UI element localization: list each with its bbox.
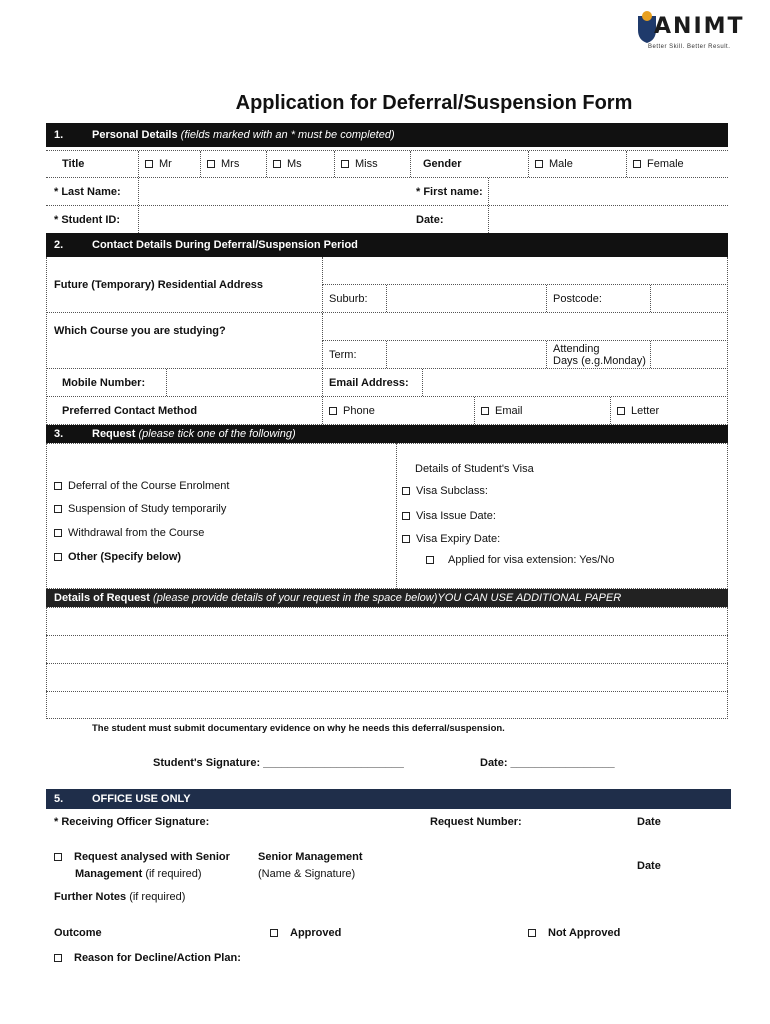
request-option-other[interactable]: Other (Specify below) xyxy=(54,551,181,563)
approved-option[interactable]: Approved xyxy=(270,927,341,939)
outcome-label: Outcome xyxy=(54,927,102,939)
form-title: Application for Deferral/Suspension Form xyxy=(235,92,633,114)
request-frame xyxy=(46,443,728,589)
address-label: Future (Temporary) Residential Address xyxy=(54,279,264,291)
date-label: Date: xyxy=(416,213,444,226)
section-number: 3. xyxy=(54,428,64,440)
student-id-label: * Student ID: xyxy=(54,213,120,226)
title-miss-option[interactable]: Miss xyxy=(334,151,410,177)
senior-management-sub: (Name & Signature) xyxy=(258,868,356,880)
term-label: Term: xyxy=(322,341,386,368)
section-number: 1. xyxy=(54,129,64,141)
request-option-suspension[interactable]: Suspension of Study temporarily xyxy=(54,503,226,515)
contact-phone-option[interactable]: Phone xyxy=(322,397,474,424)
title-label: Title xyxy=(62,158,85,170)
last-name-label: * Last Name: xyxy=(54,185,121,198)
office-date-label: Date xyxy=(637,816,661,828)
mobile-label: Mobile Number: xyxy=(62,376,146,389)
receiving-officer-signature: * Receiving Officer Signature: xyxy=(54,816,210,828)
gender-female-option[interactable]: Female xyxy=(626,151,728,177)
section-note: (please tick one of the following) xyxy=(138,428,296,440)
details-line xyxy=(46,663,728,664)
reason-for-decline-option[interactable]: Reason for Decline/Action Plan: xyxy=(54,952,241,964)
analysed-line-2: Management (if required) xyxy=(75,868,202,880)
section-number: 2. xyxy=(54,239,64,251)
request-divider xyxy=(396,443,397,589)
logo-name: ANIMT xyxy=(654,14,745,39)
title-ms-option[interactable]: Ms xyxy=(266,151,334,177)
contact-email-option[interactable]: Email xyxy=(474,397,610,424)
office-date-label-2: Date xyxy=(637,860,661,872)
attending-days-label: Attending Days (e.g.Monday) xyxy=(546,341,650,368)
first-name-label: * First name: xyxy=(416,185,483,198)
contact-details-table xyxy=(46,257,728,425)
first-name-field[interactable] xyxy=(488,178,728,205)
section-title: OFFICE USE ONLY xyxy=(92,793,191,805)
course-label: Which Course you are studying? xyxy=(54,325,226,337)
student-id-field[interactable] xyxy=(138,206,410,233)
contact-frame xyxy=(46,257,728,425)
request-analysed-option[interactable]: Request analysed with Senior xyxy=(54,851,230,863)
section-2-header xyxy=(46,233,728,257)
gender-male-option[interactable]: Male xyxy=(528,151,626,177)
visa-subclass[interactable]: Visa Subclass: xyxy=(402,485,488,497)
student-id-row xyxy=(46,206,728,234)
suburb-label: Suburb: xyxy=(322,285,386,312)
not-approved-option[interactable]: Not Approved xyxy=(528,927,620,939)
section-title: Request xyxy=(92,428,136,440)
signature-date[interactable]: Date: _________________ xyxy=(480,757,615,769)
postcode-label: Postcode: xyxy=(546,285,650,312)
section-title: Contact Details During Deferral/Suspension Period xyxy=(92,239,358,251)
visa-expiry-date[interactable]: Visa Expiry Date: xyxy=(402,533,500,545)
preferred-contact-label: Preferred Contact Method xyxy=(62,404,198,417)
visa-extension[interactable]: Applied for visa extension: Yes/No xyxy=(426,554,614,566)
visa-issue-date[interactable]: Visa Issue Date: xyxy=(402,510,496,522)
details-line xyxy=(46,635,728,636)
name-row xyxy=(46,178,728,206)
section-number: 5. xyxy=(54,793,64,805)
section-title: Personal Details xyxy=(92,129,178,141)
details-line xyxy=(46,691,728,692)
request-number-label: Request Number: xyxy=(430,816,522,828)
student-signature[interactable]: Student's Signature: _______________________ xyxy=(153,757,404,769)
further-notes: Further Notes (if required) xyxy=(54,891,186,903)
details-header: Details of Request (please provide details of your request in the space below)YOU CAN USE ADDITIONAL PAPER xyxy=(46,589,728,607)
contact-letter-option[interactable]: Letter xyxy=(610,397,728,424)
evidence-note: The student must submit documentary evidence on why he needs this deferral/suspension. xyxy=(92,723,505,734)
section-5-header xyxy=(46,789,731,809)
animt-logo xyxy=(636,10,745,56)
email-address-label: Email Address: xyxy=(322,369,422,396)
section-3-header xyxy=(46,425,728,443)
request-option-deferral[interactable]: Deferral of the Course Enrolment xyxy=(54,480,229,492)
section-note: (fields marked with an * must be completed) xyxy=(180,129,395,141)
title-row xyxy=(46,150,728,178)
senior-management-label: Senior Management xyxy=(258,851,363,863)
title-mr-option[interactable]: Mr xyxy=(138,151,200,177)
request-option-withdrawal[interactable]: Withdrawal from the Course xyxy=(54,527,204,539)
gender-label: Gender xyxy=(410,151,528,177)
visa-details-title: Details of Student's Visa xyxy=(415,463,534,475)
section-1-header xyxy=(46,123,728,147)
personal-details-table xyxy=(46,150,728,234)
title-mrs-option[interactable]: Mrs xyxy=(200,151,266,177)
logo-tagline: Better Skill. Better Result. xyxy=(648,44,731,50)
date-field[interactable] xyxy=(488,206,728,233)
last-name-field[interactable] xyxy=(138,178,410,205)
